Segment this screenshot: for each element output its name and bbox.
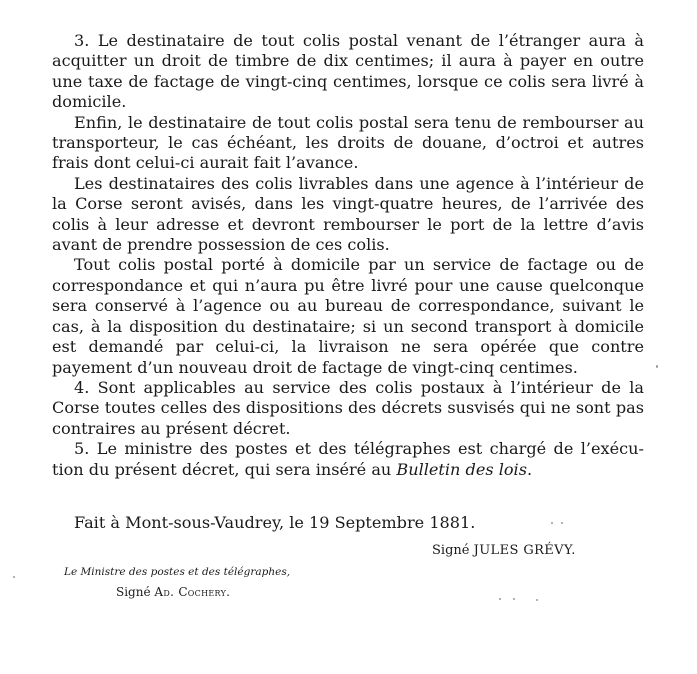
article-5-text: 5. Le ministre des postes et des télégraphes est chargé de l’exécution du présent décret, qui sera inséré au <box>52 439 644 479</box>
minister-signature-prefix: Signé <box>116 585 151 599</box>
print-speck <box>499 598 501 600</box>
bulletin-des-lois: Bulletin des lois <box>396 459 527 479</box>
paragraph-corsica-recipients: Les destinataires des colis livrables dans une agence à l’intérieur de la Corse seront avisés, dans les vingt-quatre heures, de l’arrivée des colis à leur adresse et devront rembourser le port de la lettre d’avis avant de prendre possession de ces colis. <box>52 173 644 255</box>
paragraph-article-4: 4. Sont applicables au service des colis postaux à l’intérieur de la Corse toutes celles des dispositions des décrets susvisés qui ne sont pas contraires au présent décret. <box>52 377 644 438</box>
minister-signature <box>116 584 230 600</box>
dateline: Fait à Mont-sous-Vaudrey, le 19 Septembre 1881. <box>74 513 476 532</box>
president-name: JULES GRÉVY. <box>473 543 576 558</box>
print-speck <box>513 598 515 600</box>
paragraph-article-3: 3. Le destinataire de tout colis postal venant de l’étranger aura à acquitter un droit de timbre de dix centimes; il aura à payer en outre une taxe de factage de vingt-cinq centimes, lorsque ce colis sera livré à domicile. <box>52 31 644 112</box>
decree-body <box>52 31 644 480</box>
print-speck <box>656 365 658 368</box>
paragraph-home-delivery: Tout colis postal porté à domicile par un service de factage ou de correspondance et qui n’aura pu être livré pour une cause quelconque sera conservé à l’agence ou au bureau de correspondance, suivant le cas, à la disposition du destinataire; si un second transport à domicile est demandé par celui-ci, la livraison ne sera opérée que contre payement d’un nouveau droit de factage de vingt-cinq centimes. <box>52 255 644 377</box>
print-speck <box>551 522 553 524</box>
article-5-end: . <box>526 459 533 479</box>
minister-name: Ad. Cochery. <box>154 585 231 599</box>
president-signature-prefix: Signé <box>432 543 470 558</box>
president-signature <box>432 542 576 560</box>
paragraph-reimbursement: Enfin, le destinataire de tout colis postal sera tenu de rembourser au transporteur, le cas échéant, les droits de douane, d’octroi et autres frais dont celui-ci aurait fait l’avance. <box>52 112 644 173</box>
print-speck <box>536 599 538 601</box>
print-speck <box>13 576 15 578</box>
minister-title: Le Ministre des postes et des télégraphes, <box>64 566 291 578</box>
paragraph-article-5 <box>52 439 644 480</box>
print-speck <box>561 522 563 524</box>
